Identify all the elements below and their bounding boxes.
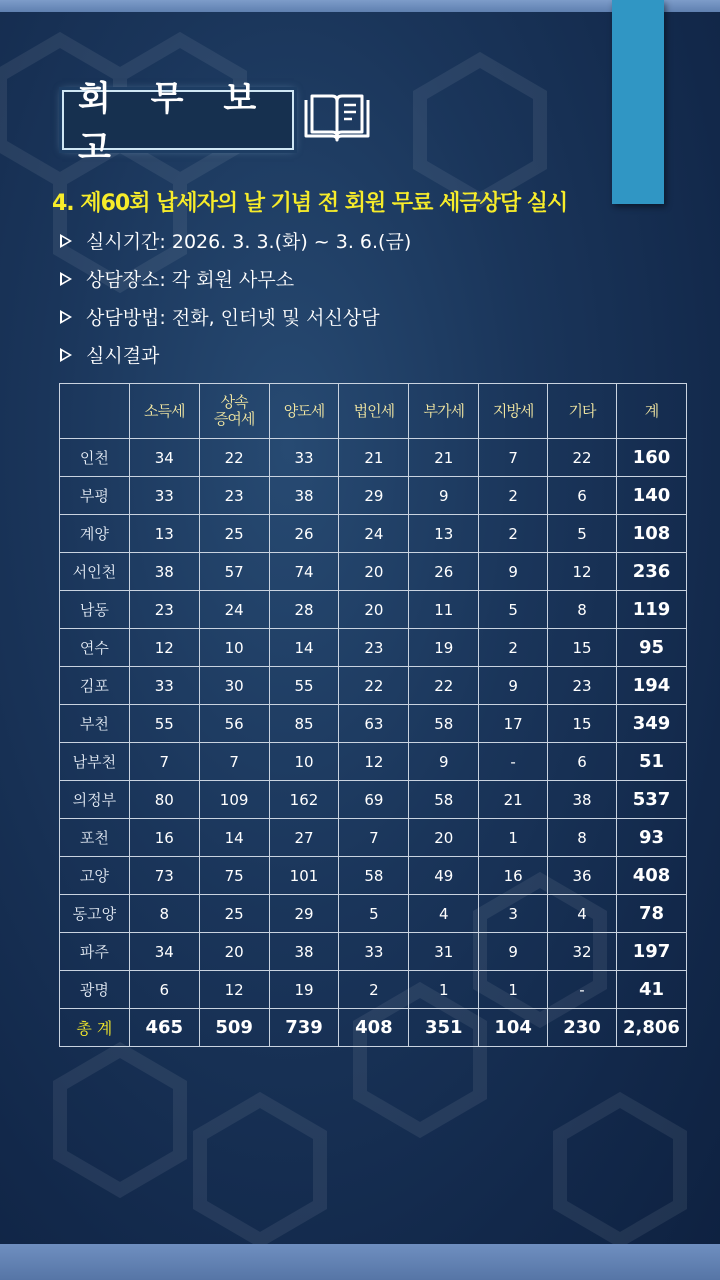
value-cell: 16 <box>129 819 199 857</box>
value-cell: 23 <box>548 667 617 705</box>
region-cell: 남동 <box>60 591 130 629</box>
value-cell: 408 <box>339 1009 409 1047</box>
header-total: 계 <box>616 384 686 439</box>
value-cell: 20 <box>339 591 409 629</box>
bullet-results: 실시결과 <box>60 341 159 368</box>
value-cell: 8 <box>129 895 199 933</box>
value-cell: 2 <box>339 971 409 1009</box>
row-total-cell: 108 <box>616 515 686 553</box>
value-cell: 24 <box>199 591 269 629</box>
region-cell: 고양 <box>60 857 130 895</box>
value-cell: 13 <box>409 515 479 553</box>
value-cell: 22 <box>339 667 409 705</box>
row-total-cell: 408 <box>616 857 686 895</box>
table-row <box>60 629 687 667</box>
triangle-bullet-icon <box>60 348 72 362</box>
value-cell: 6 <box>548 477 617 515</box>
value-cell: 33 <box>269 439 339 477</box>
value-cell: 465 <box>129 1009 199 1047</box>
value-cell: 23 <box>129 591 199 629</box>
value-cell: 32 <box>548 933 617 971</box>
value-cell: 11 <box>409 591 479 629</box>
table-row <box>60 553 687 591</box>
value-cell: 2 <box>479 477 548 515</box>
value-cell: 69 <box>339 781 409 819</box>
region-cell: 계양 <box>60 515 130 553</box>
value-cell: 29 <box>269 895 339 933</box>
value-cell: 30 <box>199 667 269 705</box>
value-cell: 1 <box>479 971 548 1009</box>
value-cell: 8 <box>548 591 617 629</box>
value-cell: 23 <box>339 629 409 667</box>
value-cell: 33 <box>129 477 199 515</box>
value-cell: 23 <box>199 477 269 515</box>
header-local-tax: 지방세 <box>479 384 548 439</box>
table-row <box>60 781 687 819</box>
header-transfer-tax: 양도세 <box>269 384 339 439</box>
value-cell: 6 <box>129 971 199 1009</box>
value-cell: 31 <box>409 933 479 971</box>
page-title: 회 무 보 고 <box>78 79 271 168</box>
value-cell: 20 <box>339 553 409 591</box>
region-cell: 연수 <box>60 629 130 667</box>
table-row <box>60 971 687 1009</box>
value-cell: 9 <box>479 933 548 971</box>
value-cell: 27 <box>269 819 339 857</box>
value-cell: 15 <box>548 629 617 667</box>
value-cell: 12 <box>339 743 409 781</box>
value-cell: 20 <box>409 819 479 857</box>
triangle-bullet-icon <box>60 272 72 286</box>
value-cell: 85 <box>269 705 339 743</box>
region-cell: 의정부 <box>60 781 130 819</box>
value-cell: 25 <box>199 515 269 553</box>
value-cell: 5 <box>479 591 548 629</box>
value-cell: 104 <box>479 1009 548 1047</box>
value-cell: 20 <box>199 933 269 971</box>
value-cell: 12 <box>129 629 199 667</box>
region-cell: 서인천 <box>60 553 130 591</box>
value-cell: 55 <box>129 705 199 743</box>
value-cell: 38 <box>129 553 199 591</box>
value-cell: 101 <box>269 857 339 895</box>
value-cell: 6 <box>548 743 617 781</box>
value-cell: 9 <box>409 743 479 781</box>
table-header-row <box>60 384 687 439</box>
value-cell: 4 <box>548 895 617 933</box>
value-cell: 22 <box>548 439 617 477</box>
value-cell: 21 <box>479 781 548 819</box>
row-total-cell: 349 <box>616 705 686 743</box>
table-row <box>60 439 687 477</box>
value-cell: 5 <box>339 895 409 933</box>
region-cell: 김포 <box>60 667 130 705</box>
row-total-cell: 140 <box>616 477 686 515</box>
value-cell: 33 <box>129 667 199 705</box>
value-cell: 2 <box>479 629 548 667</box>
value-cell: 109 <box>199 781 269 819</box>
value-cell: 14 <box>199 819 269 857</box>
value-cell: 9 <box>479 667 548 705</box>
table-row <box>60 933 687 971</box>
value-cell: 55 <box>269 667 339 705</box>
value-cell: 36 <box>548 857 617 895</box>
table-row <box>60 477 687 515</box>
value-cell: 15 <box>548 705 617 743</box>
value-cell: 14 <box>269 629 339 667</box>
results-table <box>59 383 687 1047</box>
value-cell: 57 <box>199 553 269 591</box>
table-body <box>60 439 687 1047</box>
row-total-cell: 41 <box>616 971 686 1009</box>
value-cell: 38 <box>548 781 617 819</box>
open-book-icon <box>302 92 372 144</box>
region-cell: 동고양 <box>60 895 130 933</box>
value-cell: 75 <box>199 857 269 895</box>
title-box <box>62 79 294 168</box>
bullet-method: 상담방법: 전화, 인터넷 및 서신상담 <box>60 303 380 330</box>
header-corner <box>60 384 130 439</box>
value-cell: 34 <box>129 439 199 477</box>
value-cell: 351 <box>409 1009 479 1047</box>
value-cell: - <box>548 971 617 1009</box>
value-cell: 24 <box>339 515 409 553</box>
row-total-cell: 51 <box>616 743 686 781</box>
value-cell: 26 <box>269 515 339 553</box>
total-row <box>60 1009 687 1047</box>
value-cell: 7 <box>129 743 199 781</box>
value-cell: 26 <box>409 553 479 591</box>
region-cell: 인천 <box>60 439 130 477</box>
total-label: 총 계 <box>60 1009 130 1047</box>
value-cell: 21 <box>339 439 409 477</box>
value-cell: 7 <box>199 743 269 781</box>
value-cell: 21 <box>409 439 479 477</box>
value-cell: 509 <box>199 1009 269 1047</box>
value-cell: 19 <box>409 629 479 667</box>
region-cell: 부평 <box>60 477 130 515</box>
header-income-tax: 소득세 <box>129 384 199 439</box>
value-cell: 63 <box>339 705 409 743</box>
value-cell: 1 <box>409 971 479 1009</box>
value-cell: 1 <box>479 819 548 857</box>
row-total-cell: 236 <box>616 553 686 591</box>
row-total-cell: 197 <box>616 933 686 971</box>
value-cell: 34 <box>129 933 199 971</box>
value-cell: 162 <box>269 781 339 819</box>
value-cell: 17 <box>479 705 548 743</box>
region-cell: 포천 <box>60 819 130 857</box>
value-cell: 22 <box>409 667 479 705</box>
row-total-cell: 537 <box>616 781 686 819</box>
value-cell: 10 <box>199 629 269 667</box>
value-cell: 2 <box>479 515 548 553</box>
value-cell: 7 <box>339 819 409 857</box>
region-cell: 남부천 <box>60 743 130 781</box>
value-cell: 230 <box>548 1009 617 1047</box>
value-cell: 10 <box>269 743 339 781</box>
value-cell: 73 <box>129 857 199 895</box>
header-vat: 부가세 <box>409 384 479 439</box>
value-cell: 8 <box>548 819 617 857</box>
region-cell: 파주 <box>60 933 130 971</box>
value-cell: 9 <box>479 553 548 591</box>
table-row <box>60 819 687 857</box>
value-cell: 38 <box>269 477 339 515</box>
header-other: 기타 <box>548 384 617 439</box>
table-row <box>60 705 687 743</box>
value-cell: 58 <box>409 705 479 743</box>
value-cell: 28 <box>269 591 339 629</box>
region-cell: 광명 <box>60 971 130 1009</box>
value-cell: 29 <box>339 477 409 515</box>
value-cell: 5 <box>548 515 617 553</box>
value-cell: 4 <box>409 895 479 933</box>
value-cell: 16 <box>479 857 548 895</box>
triangle-bullet-icon <box>60 310 72 324</box>
value-cell: 58 <box>409 781 479 819</box>
value-cell: 56 <box>199 705 269 743</box>
value-cell: 49 <box>409 857 479 895</box>
value-cell: 3 <box>479 895 548 933</box>
region-cell: 부천 <box>60 705 130 743</box>
value-cell: 7 <box>479 439 548 477</box>
bottom-strip <box>0 1244 720 1280</box>
row-total-cell: 2,806 <box>616 1009 686 1047</box>
header-corporate-tax: 법인세 <box>339 384 409 439</box>
row-total-cell: 160 <box>616 439 686 477</box>
value-cell: 74 <box>269 553 339 591</box>
row-total-cell: 78 <box>616 895 686 933</box>
value-cell: 12 <box>199 971 269 1009</box>
value-cell: 25 <box>199 895 269 933</box>
table-row <box>60 743 687 781</box>
bullet-period: 실시기간: 2026. 3. 3.(화) ~ 3. 6.(금) <box>60 227 411 254</box>
value-cell: 9 <box>409 477 479 515</box>
table-row <box>60 895 687 933</box>
value-cell: 33 <box>339 933 409 971</box>
value-cell: 19 <box>269 971 339 1009</box>
table-row <box>60 515 687 553</box>
value-cell: - <box>479 743 548 781</box>
section-heading: 4. 제60회 납세자의 날 기념 전 회원 무료 세금상담 실시 <box>52 191 568 216</box>
header-inheritance-gift-tax: 상속 증여세 <box>199 384 269 439</box>
value-cell: 80 <box>129 781 199 819</box>
triangle-bullet-icon <box>60 234 72 248</box>
bullet-place: 상담장소: 각 회원 사무소 <box>60 265 294 292</box>
value-cell: 739 <box>269 1009 339 1047</box>
value-cell: 58 <box>339 857 409 895</box>
row-total-cell: 194 <box>616 667 686 705</box>
value-cell: 38 <box>269 933 339 971</box>
table-row <box>60 591 687 629</box>
table-row <box>60 667 687 705</box>
value-cell: 12 <box>548 553 617 591</box>
accent-bar <box>612 0 664 204</box>
value-cell: 22 <box>199 439 269 477</box>
table-row <box>60 857 687 895</box>
row-total-cell: 119 <box>616 591 686 629</box>
row-total-cell: 95 <box>616 629 686 667</box>
row-total-cell: 93 <box>616 819 686 857</box>
value-cell: 13 <box>129 515 199 553</box>
